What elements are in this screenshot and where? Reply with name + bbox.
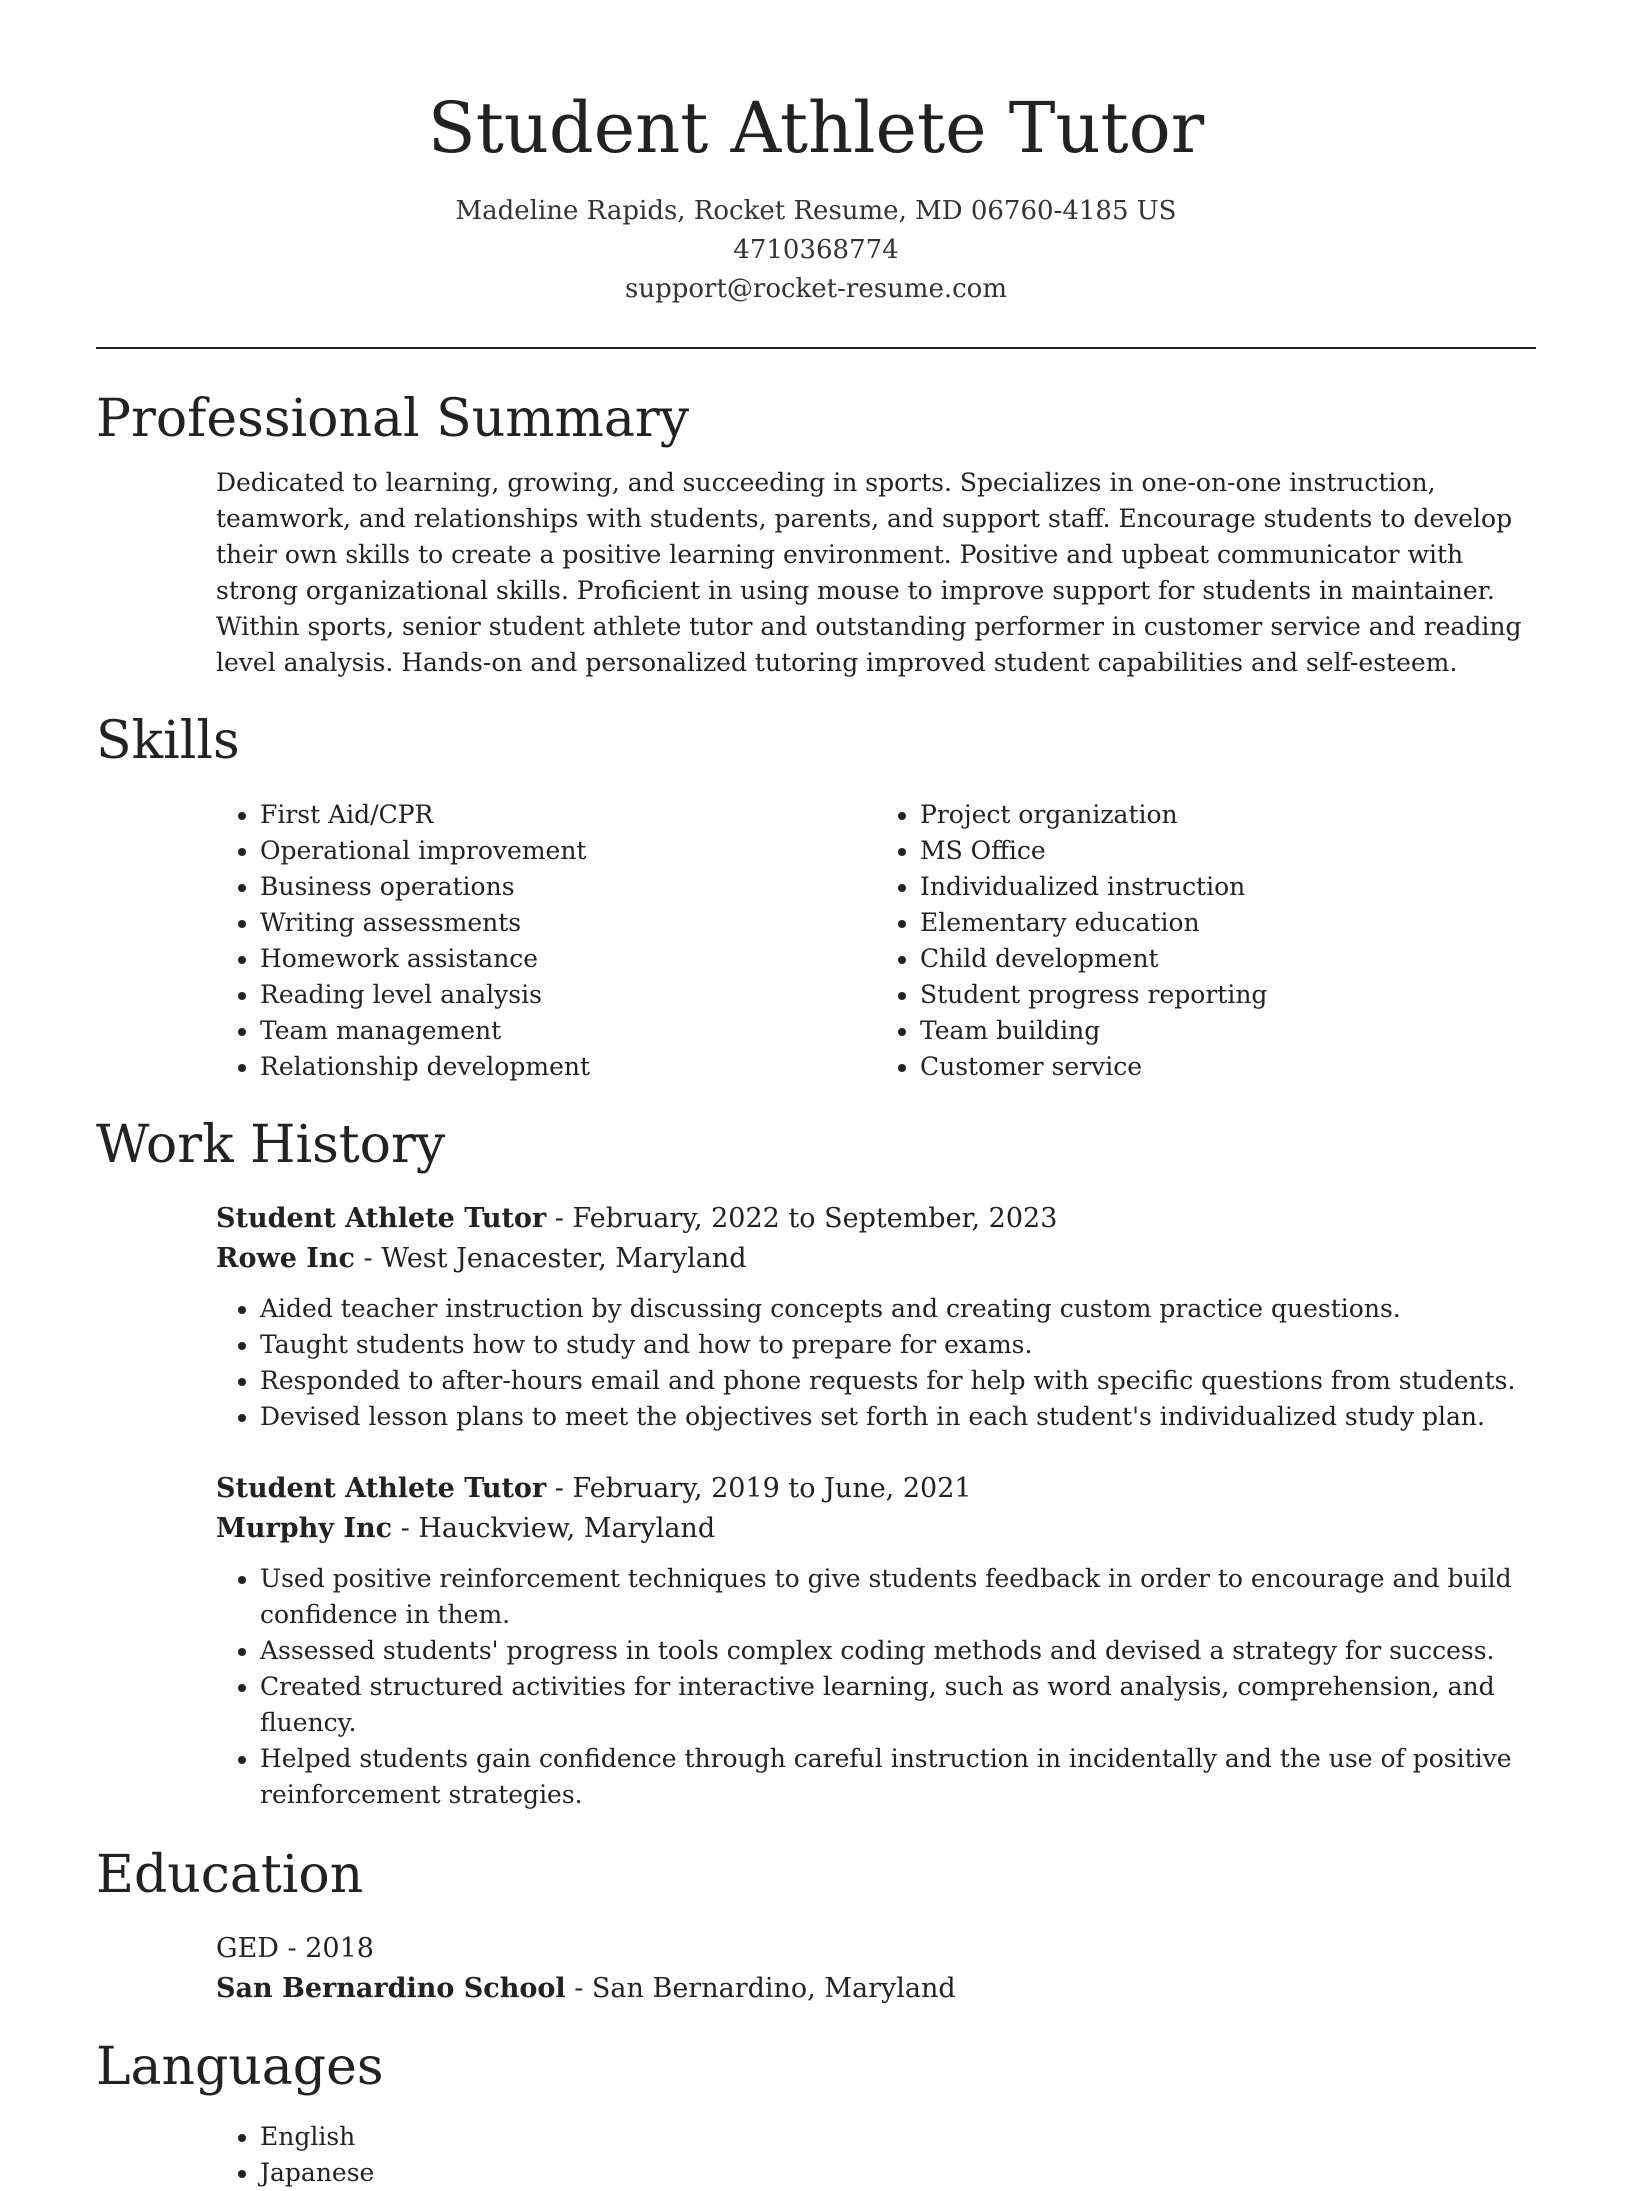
skill-item: • Project organization — [920, 797, 1536, 833]
languages-list — [216, 2119, 1536, 2191]
contact-email: support@rocket-resume.com — [624, 274, 1007, 304]
skill-item: • Customer service — [920, 1049, 1536, 1085]
contact-address: Madeline Rapids, Rocket Resume, MD 06760-4185 US — [455, 196, 1177, 226]
skills-title: Skills — [96, 711, 240, 771]
education-degree-line: GED - 2018 — [216, 1933, 374, 1964]
skills-column-left — [216, 797, 876, 1085]
skill-item: • MS Office — [920, 833, 1536, 869]
job-company-line: Rowe Inc - West Jenacester, Maryland — [216, 1243, 747, 1274]
job-bullet: • Assessed students' progress in tools complex coding methods and devised a strategy for success. — [260, 1633, 1536, 1669]
job-bullet: • Aided teacher instruction by discussing concepts and creating custom practice questions. — [260, 1291, 1536, 1327]
education-section — [96, 1843, 1536, 2009]
job-title-line: Student Athlete Tutor - February, 2019 to June, 2021 — [216, 1473, 972, 1504]
job-entry — [216, 1199, 1536, 1435]
skill-item: • Team building — [920, 1013, 1536, 1049]
job-dates: February, 2019 to June, 2021 — [572, 1473, 972, 1504]
skill-item: • Relationship development — [260, 1049, 876, 1085]
job-company: Murphy Inc — [216, 1513, 393, 1544]
job-bullet: • Used positive reinforcement techniques to give students feedback in order to encourage and build confidence in them. — [260, 1561, 1536, 1633]
skill-item: • Elementary education — [920, 905, 1536, 941]
work-history-section — [96, 1113, 1536, 1813]
skill-item: • Homework assistance — [260, 941, 876, 977]
header-divider — [96, 347, 1536, 349]
job-company: Rowe Inc — [216, 1243, 355, 1274]
education-entry — [216, 1929, 1536, 2009]
job-bullet: • Created structured activities for interactive learning, such as word analysis, comprehension, and fluency. — [260, 1669, 1536, 1741]
summary-title: Professional Summary — [96, 389, 690, 449]
job-dates: February, 2022 to September, 2023 — [572, 1203, 1058, 1234]
education-school-line: San Bernardino School - San Bernardino, Maryland — [216, 1973, 956, 2004]
skill-item: • First Aid/CPR — [260, 797, 876, 833]
job-location: West Jenacester, Maryland — [381, 1243, 747, 1274]
education-degree: GED — [216, 1933, 279, 1964]
job-location: Hauckview, Maryland — [418, 1513, 716, 1544]
job-position: Student Athlete Tutor — [216, 1473, 547, 1504]
skill-item: • Business operations — [260, 869, 876, 905]
work-history-title: Work History — [96, 1115, 446, 1175]
summary-section — [96, 387, 1536, 681]
job-title-line: Student Athlete Tutor - February, 2022 to September, 2023 — [216, 1203, 1058, 1234]
skill-item: • Writing assessments — [260, 905, 876, 941]
job-bullet: • Responded to after-hours email and phone requests for help with specific questions from students. — [260, 1363, 1536, 1399]
job-bullet: • Taught students how to study and how to prepare for exams. — [260, 1327, 1536, 1363]
skill-item: • Student progress reporting — [920, 977, 1536, 1013]
contact-block — [96, 192, 1536, 309]
skills-grid — [216, 797, 1536, 1085]
summary-text: Dedicated to learning, growing, and succeeding in sports. Specializes in one-on-one instruction, teamwork, and relationships with students, parents, and support staff. Encourage students to develop their own skills to create a positive learning environment. Positive and upbeat communicator with strong organizational skills. Proficient in using mouse to improve support for students in maintainer. Within sports, senior student athlete tutor and outstanding performer in customer service and reading level analysis. Hands-on and personalized tutoring improved student capabilities and self-esteem. — [216, 468, 1522, 677]
skills-column-right — [876, 797, 1536, 1085]
education-title: Education — [96, 1845, 364, 1905]
resume-name: Student Athlete Tutor — [427, 87, 1205, 169]
job-bullet: • Devised lesson plans to meet the objectives set forth in each student's individualized study plan. — [260, 1399, 1536, 1435]
skills-section — [96, 709, 1536, 1085]
skill-item: • Team management — [260, 1013, 876, 1049]
resume-header — [96, 0, 1536, 309]
education-year: 2018 — [305, 1933, 374, 1964]
education-location: San Bernardino, Maryland — [591, 1973, 956, 2004]
resume-page — [96, 0, 1536, 2191]
education-school: San Bernardino School — [216, 1973, 566, 2004]
language-item: • English — [260, 2119, 1536, 2155]
job-bullet: • Helped students gain confidence through careful instruction in incidentally and the use of positive reinforcement strategies. — [260, 1741, 1536, 1813]
job-entry — [216, 1469, 1536, 1813]
languages-section — [96, 2035, 1536, 2191]
contact-phone: 4710368774 — [733, 235, 899, 265]
job-position: Student Athlete Tutor — [216, 1203, 547, 1234]
languages-title: Languages — [96, 2037, 384, 2097]
skill-item: • Individualized instruction — [920, 869, 1536, 905]
job-bullets — [216, 1291, 1536, 1435]
job-bullets — [216, 1561, 1536, 1813]
skill-item: • Child development — [920, 941, 1536, 977]
language-item: • Japanese — [260, 2155, 1536, 2191]
skill-item: • Operational improvement — [260, 833, 876, 869]
job-company-line: Murphy Inc - Hauckview, Maryland — [216, 1513, 716, 1544]
skill-item: • Reading level analysis — [260, 977, 876, 1013]
